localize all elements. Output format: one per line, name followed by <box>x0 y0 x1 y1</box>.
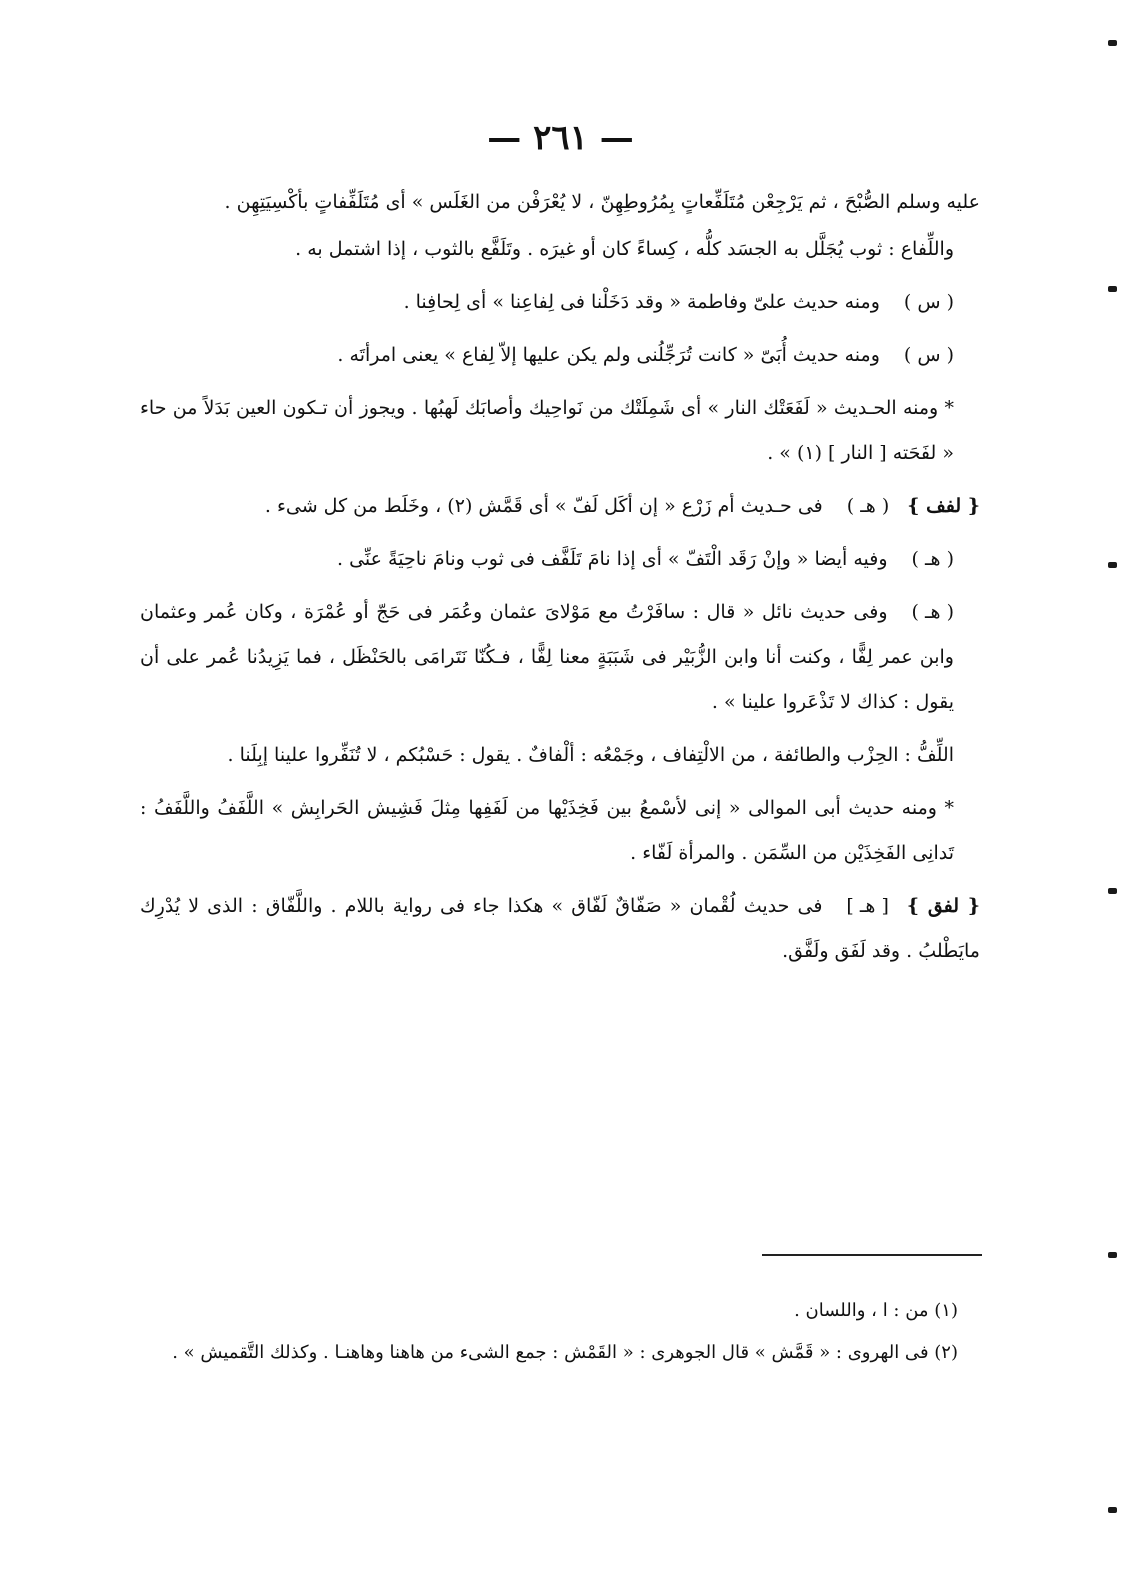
paragraph <box>140 786 980 876</box>
paragraph-text: واللِّفاع : ثوب يُجَلَّل به الجسَد كلُّه ، كِساءً كان أو غيرَه . وتَلَفَّع بالثوب ، إذا اشتمل به . <box>295 238 954 260</box>
paragraph <box>140 227 980 272</box>
source-siglum: [ هـ ] <box>846 895 889 917</box>
entry-heading: { لفف } <box>907 495 980 517</box>
source-siglum: ( هـ ) <box>911 548 954 570</box>
entry-body <box>140 180 980 982</box>
footnote-divider <box>762 1254 982 1256</box>
source-siglum: ( هـ ) <box>911 601 954 623</box>
scan-edge-mark <box>1108 1252 1117 1258</box>
footnote <box>140 1290 980 1332</box>
footnotes <box>140 1290 980 1374</box>
paragraph <box>140 386 980 476</box>
source-siglum: ( س ) <box>903 344 954 366</box>
footnote-text: (٢) فى الهروى : « قَمَّش » قال الجوهرى : « القَمْش : جمع الشىء من هاهنا وهاهنـا . وكذلك التَّقميش » . <box>172 1342 958 1363</box>
footnote <box>140 1332 980 1374</box>
source-siglum: ( س ) <box>903 291 954 313</box>
scan-edge-mark <box>1108 888 1117 894</box>
paragraph <box>140 484 980 529</box>
paragraph <box>140 537 980 582</box>
scan-edge-mark <box>1108 286 1117 292</box>
paragraph <box>140 180 980 225</box>
paragraph-text: عليه وسلم الصُّبْحَ ، ثم يَرْجِعْن مُتَلَفِّعاتٍ بِمُرُوطِهِنّ ، لا يُعْرَفْن من الغَلَس » أى مُتَلَفِّفاتٍ بأكْسِيَتِهِن . <box>224 191 980 213</box>
paragraph-text: فى حديث لُقْمان « صَفّاقٌ لَفّاق » هكذا جاء فى رواية باللام . واللَّفّاق : الذى لا يُدْرِك مايَطْلبُ . وقد لَفَق ولَفَّق. <box>140 895 980 962</box>
paragraph-text: وفيه أيضا « وإنْ رَقَد الْتَفّ » أى إذا نامَ تَلَفَّف فى ثوب ونامَ ناحِيَةً عنِّى . <box>337 548 888 570</box>
scan-edge-mark <box>1108 562 1117 568</box>
paragraph <box>140 733 980 778</box>
paragraph-text: اللِّفُّ : الحِزْب والطائفة ، من الالْتِفاف ، وجَمْعُه : ألْفافٌ . يقول : حَسْبُكم ، لا تُنَفِّروا علينا إبِلَنا . <box>227 744 954 766</box>
paragraph-text: فى حـديث أم زَرْع « إن أكَل لَفّ » أى قَمَّش (٢) ، وخَلَط من كل شىء . <box>264 495 823 517</box>
page-number: — ٢٦١ — <box>487 118 634 158</box>
paragraph-text: * ومنه حديث أبى الموالى « إنى لأسْمعُ بين فَخِذَيْها من لَفَفِها مِثلَ فَشِيش الحَرابِش » اللَّفَفُ واللَّفَفُ : تَدانِى الفَخِذَيْن من السِّمَن . والمرأة لَفّاء . <box>140 797 954 864</box>
paragraph <box>140 884 980 974</box>
paragraph-text: ومنه حديث علىّ وفاطمة « وقد دَخَلْنا فى لِفاعِنا » أى لِحافِنا . <box>403 291 880 313</box>
source-siglum: ( هـ ) <box>846 495 890 517</box>
paragraph-text: ومنه حديث أُبَىّ « كانت تُرَجِّلُنى ولم يكن عليها إلاّ لِفاع » يعنى امرأتَه . <box>337 344 880 366</box>
paragraph <box>140 590 980 725</box>
paragraph-text: * ومنه الحـديث « لَفَعَتْك النار » أى شَمِلَتْك من نَواحِيك وأصابَك لَهبُها . ويجوز أن تـكون العين بَدَلاً من حاء « لفَحَته [ النار ] (١) » . <box>140 397 954 464</box>
paragraph-text: وفى حديث نائل « قال : سافَرْتُ مع مَوْلاىَ عثمان وعُمَر فى حَجّ أو عُمْرَة ، وكان عُمر وعثمان وابن عمر لِفًّا ، وكنت أنا وابن الزُّبَيْر فى شَبَبَةٍ معنا لِفًّا ، فـكُنّا نَتَرامَى بالحَنْظَل ، فما يَزِيدُنا عُمر على أن يقول : كذاك لا تَذْعَروا علينا » . <box>140 601 954 713</box>
paragraph <box>140 333 980 378</box>
paragraph <box>140 280 980 325</box>
footnote-text: (١) من : ا ، واللسان . <box>794 1300 958 1321</box>
scan-edge-mark <box>1108 40 1117 46</box>
entry-heading: { لفق } <box>906 895 980 917</box>
scan-edge-mark <box>1108 1507 1117 1513</box>
